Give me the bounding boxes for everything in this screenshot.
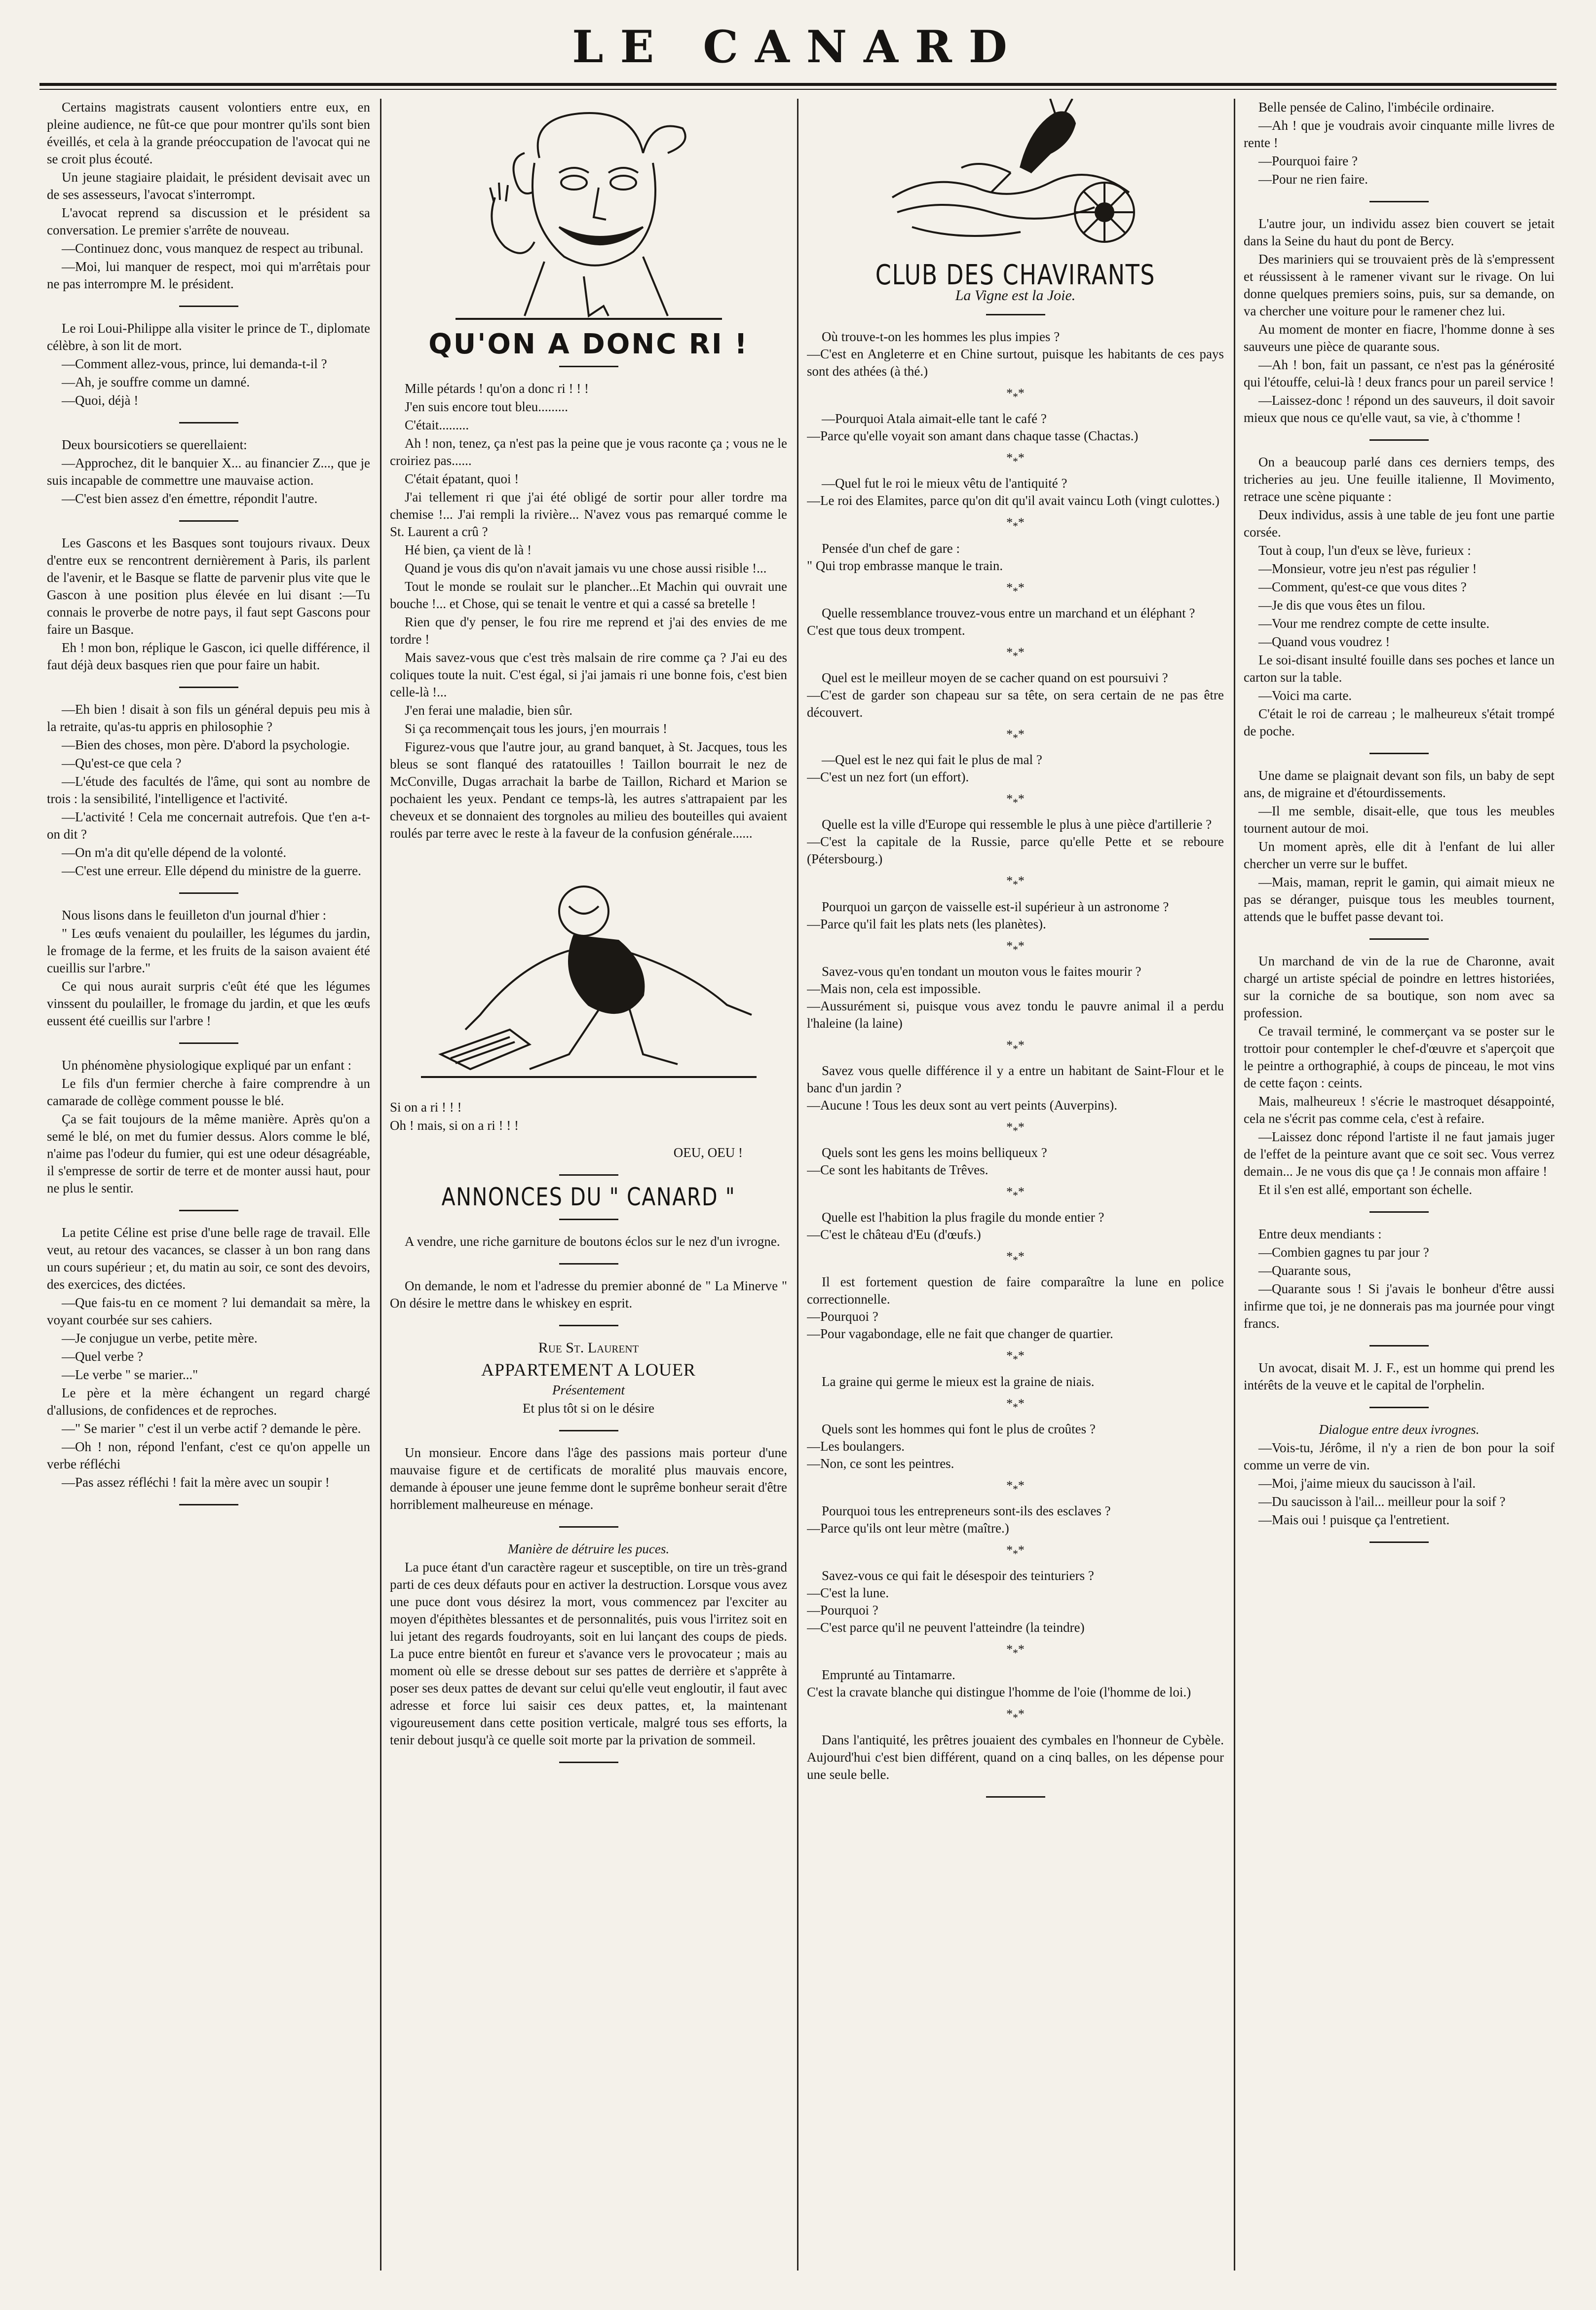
article-tricheries xyxy=(1244,454,1555,740)
paragraph: " Les œufs venaient du poulailler, les légumes du jardin, le fromage de la ferme, et les fruits de la saison avaient été cueillis sur l'arbre." xyxy=(47,926,370,975)
paragraph: Deux individus, assis à une table de jeu font une partie corsée. xyxy=(1244,507,1555,539)
paragraph: Un avocat, disait M. J. F., est un homme qui prend les intérêts de la veuve et le capital de l'orphelin. xyxy=(1244,1360,1555,1392)
paragraph: —" Se marier " c'est il un verbe actif ? demande le père. xyxy=(62,1421,361,1436)
paragraph: —Quarante sous ! Si j'avais le bonheur d'être aussi infirme que toi, je ne donnerais pas ma journée pour vingt francs. xyxy=(1244,1281,1555,1331)
separator xyxy=(1369,753,1429,754)
separator xyxy=(559,1219,618,1220)
masthead-rule-thin xyxy=(39,89,1557,90)
article-louis-philippe xyxy=(47,320,370,409)
paragraph: Deux boursicotiers se querellaient: xyxy=(62,437,247,452)
article-celine xyxy=(47,1224,370,1491)
riddle: Quels sont les hommes qui font le plus de croûtes ? —Les boulangers. —Non, ce sont les peintres. xyxy=(807,1421,1096,1471)
riddle: Il est fortement question de faire comparaître la lune en police correctionnelle. —Pourquoi ? —Pour vagabondage, elle ne fait que changer de quartier. xyxy=(807,1274,1224,1342)
asterism: $*_**$ xyxy=(1006,938,1025,956)
riddle: —Quel est le nez qui fait le plus de mal ? —C'est un nez fort (un effort). xyxy=(807,752,1042,785)
paragraph: J'en ferai une maladie, bien sûr. xyxy=(405,703,572,718)
separator xyxy=(1369,201,1429,202)
paragraph: —L'étude des facultés de l'âme, qui sont au nombre de trois : la sensibilité, l'intelligence et l'activité. xyxy=(47,774,370,806)
separator xyxy=(559,1174,618,1176)
article-magistrats xyxy=(47,99,370,293)
paragraph: Mille pétards ! qu'on a donc ri ! ! ! xyxy=(405,381,589,396)
riddle: Quels sont les gens les moins belliqueux ? —Ce sont les habitants de Trêves. xyxy=(807,1145,1047,1178)
paragraph: Les Gascons et les Basques sont toujours rivaux. Deux d'entre eux se rencontrent dernièrement à Paris, ils parlent de l'avenir, et le Basque se flatte de parvenir plus vite que le Gascon à une position plus élevée en lui disant :—Tu connais le proverbe de notre pays, il faut sept Gascons pour faire un Basque. xyxy=(47,536,370,637)
separator xyxy=(179,1504,238,1505)
asterism: $*_**$ xyxy=(1006,1642,1025,1659)
ads-heading: ANNONCES DU " CANARD " xyxy=(441,1183,736,1211)
paragraph: —Moi, lui manquer de respect, moi qui m'arrêtais pour ne pas interrompre M. le président. xyxy=(47,259,370,291)
asterism: $*_**$ xyxy=(1006,1119,1025,1137)
article-seine xyxy=(1244,215,1555,426)
separator xyxy=(1369,938,1429,940)
paragraph: Ce qui nous aurait surpris c'eût été que les légumes vinssent du poulailler, le fromage du jardin, et que les œufs eussent été cueillis sur l'arbre ! xyxy=(47,979,370,1028)
paragraph: —Comment, qu'est-ce que vous dites ? xyxy=(1258,579,1467,594)
paragraph: —Eh bien ! disait à son fils un général depuis peu mis à la retraite, qu'as-tu appris en philosophie ? xyxy=(47,702,370,734)
article-migraine xyxy=(1244,767,1555,925)
ad-line: Et plus tôt si on le désire xyxy=(523,1401,654,1416)
separator xyxy=(179,687,238,688)
separator xyxy=(986,314,1045,315)
paragraph: —Il me semble, disait-elle, que tous les meubles tournent autour de moi. xyxy=(1244,804,1555,836)
paragraph: —Du saucisson à l'ail... meilleur pour la soif ? xyxy=(1258,1494,1506,1509)
paragraph: Le soi-disant insulté fouille dans ses poches et lance un carton sur la table. xyxy=(1244,653,1555,685)
paragraph: —Combien gagnes tu par jour ? xyxy=(1258,1245,1429,1260)
paragraph: —Quel verbe ? xyxy=(62,1349,143,1364)
separator xyxy=(1369,1407,1429,1408)
paragraph: On a beaucoup parlé dans ces derniers temps, des tricheries au jeu. Une feuille italienne, Il Movimento, retrace une scène piquante : xyxy=(1244,455,1555,504)
masthead xyxy=(0,20,1596,79)
paragraph: —Pas assez réfléchi ! fait la mère avec un soupir ! xyxy=(62,1475,330,1490)
paragraph: Le roi Loui-Philippe alla visiter le prince de T., diplomate célèbre, à son lit de mort. xyxy=(47,321,370,353)
closing-line: Si on a ri ! ! ! xyxy=(390,1100,462,1115)
separator xyxy=(559,1762,618,1763)
article-phenomene xyxy=(47,1057,370,1197)
club-heading: CLUB DES CHAVIRANTS xyxy=(875,259,1156,291)
riddle: Savez-vous qu'en tondant un mouton vous le faites mourir ? —Mais non, cela est impossible. —Aussurément si, puisque vous avez tondu le pauvre animal il a perdu l'haleine (la laine) xyxy=(807,963,1224,1031)
ad-title: APPARTEMENT A LOUER xyxy=(481,1360,696,1380)
paragraph: —Voici ma carte. xyxy=(1258,688,1352,703)
paragraph: J'en suis encore tout bleu......... xyxy=(405,399,569,414)
paragraph: —Bien des choses, mon père. D'abord la psychologie. xyxy=(62,737,350,752)
article-general xyxy=(47,701,370,880)
paragraph: C'était épatant, quoi ! xyxy=(405,471,519,486)
asterism: $*_**$ xyxy=(1006,727,1025,744)
asterism: $*_**$ xyxy=(1006,792,1025,809)
riddle: Où trouve-t-on les hommes les plus impies ? —C'est en Angleterre et en Chine surtout, puisque les habitants de ces pays sont des athées (à thé.) xyxy=(807,329,1224,379)
paragraph: La puce étant d'un caractère rageur et susceptible, on tire un très-grand parti de ces deux défauts pour en activer la destruction. Lorsque vous avez une puce dont vous désirez la mort, vous commencez par l'exciter au moyen d'épithètes blessantes et de personnalités, puis vous l'irritez soit en lui jetant des regards foudroyants, soit en lui lançant des coups de pieds. La puce entre bientôt en fureur et s'avance vers le provocateur ; mais au moment où elle se dresse debout sur ses pattes de derrière et s'apprête à poser ses deux pattes de devant sur celui qu'elle veut engloutir, il faut avec adresse et force lui saisir ces deux pattes, et, la maintenant vigoureusement dans cette position verticale, malgré tous ses efforts, la tenir debout jusqu'à ce quelle soit morte par la privation de sommeil. xyxy=(390,1560,787,1747)
paragraph: —Qu'est-ce que cela ? xyxy=(62,756,182,770)
paragraph: Tout à coup, l'un d'eux se lève, furieux : xyxy=(1258,543,1471,558)
paragraph: Ah ! non, tenez, ça n'est pas la peine que je vous raconte ça ; vous ne le croiriez pas...... xyxy=(390,436,787,468)
article-rire xyxy=(390,380,787,842)
paragraph: —Quand vous voudrez ! xyxy=(1258,634,1390,649)
paragraph: —Quarante sous, xyxy=(1258,1263,1351,1278)
riddle: La graine qui germe le mieux est la graine de niais. xyxy=(822,1374,1095,1389)
column-1 xyxy=(47,99,370,2280)
paragraph: Figurez-vous que l'autre jour, au grand banquet, à St. Jacques, tous les bleus se sont flanqué des ratatouilles ! Taillon bourrait le nez de McConville, Dugas arrachait la barbe de Taillon, Richard et Marion se pochaient les yeux. Pendant ce temps-là, les autres s'attrapaient par les cheveux et se donnaient des torgnoles au milieu des bouteilles qui avaient roulés par terre avec le reste à la faveur de la confusion générale...... xyxy=(390,739,787,841)
paragraph: C'était le roi de carreau ; le malheureux s'était trompé de poche. xyxy=(1244,706,1555,738)
riddle: Savez vous quelle différence il y a entre un habitant de Saint-Flour et le banc d'un jardin ? —Aucune ! Tous les deux sont au vert peints (Auverpins). xyxy=(807,1063,1224,1113)
separator xyxy=(559,1430,618,1431)
asterism: $*_**$ xyxy=(1006,874,1025,891)
paragraph: —Je dis que vous êtes un filou. xyxy=(1258,598,1426,613)
paragraph: Un moment après, elle dit à l'enfant de lui aller chercher un verre sur le buffet. xyxy=(1244,839,1555,871)
paragraph: —L'activité ! Cela me concernait autrefois. Que t'en a-t-on dit ? xyxy=(47,809,370,842)
paragraph: —Monsieur, votre jeu n'est pas régulier ! xyxy=(1258,561,1477,576)
paragraph: Belle pensée de Calino, l'imbécile ordinaire. xyxy=(1258,100,1494,115)
signature: OEU, OEU ! xyxy=(673,1145,743,1160)
closing-line: Oh ! mais, si on a ri ! ! ! xyxy=(390,1118,519,1133)
paragraph: Ce travail terminé, le commerçant va se poster sur le trottoir pour contempler le chef-d'œuvre et s'aperçoit que le peintre a orthographié, à coups de pinceau, le mot vins de cette façon : ceints. xyxy=(1244,1024,1555,1090)
riddle: Quelle ressemblance trouvez-vous entre un marchand et un éléphant ? C'est que tous deux trompent. xyxy=(807,605,1195,638)
ad-street: Rue St. Laurent xyxy=(538,1340,639,1356)
paragraph: C'était......... xyxy=(405,418,469,432)
separator xyxy=(559,1325,618,1326)
separator xyxy=(559,1526,618,1528)
article-calino xyxy=(1244,99,1555,188)
separator xyxy=(179,1042,238,1044)
paragraph: —Ah, je souffre comme un damné. xyxy=(62,375,250,389)
article-feuilleton xyxy=(47,907,370,1030)
riddle: Quelle est l'habition la plus fragile du monde entier ? —C'est le château d'Eu (d'œufs.) xyxy=(807,1210,1104,1242)
paragraph: L'autre jour, un individu assez bien couvert se jetait dans la Seine du haut du pont de Bercy. xyxy=(1244,216,1555,248)
paragraph: Et il s'en est allé, emportant son échelle. xyxy=(1258,1182,1472,1197)
article-boursicotiers xyxy=(47,436,370,507)
paragraph: Un jeune stagiaire plaidait, le président devisait avec un de ses assesseurs, l'avocat s'interrompt. xyxy=(47,170,370,202)
asterism: $*_**$ xyxy=(1006,1348,1025,1366)
ad-sub: Présentement xyxy=(552,1383,625,1397)
riddles-list xyxy=(807,328,1224,1783)
laughing-man-illustration xyxy=(436,99,742,326)
column-rule-3 xyxy=(1234,99,1235,2271)
paragraph: —Oh ! non, répond l'enfant, c'est ce qu'on appelle un verbe réfléchi xyxy=(47,1439,370,1471)
separator xyxy=(179,422,238,424)
paragraph: Mais savez-vous que c'est très malsain de rire comme ça ? J'ai eu des coliques toute la nuit. C'est égal, si j'ai jamais ri une bonne fois, c'est bien celle-là !... xyxy=(390,650,787,699)
riddle: —Pourquoi Atala aimait-elle tant le café ? —Parce qu'elle voyait son amant dans chaque tasse (Chactas.) xyxy=(807,411,1139,444)
asterism: $*_**$ xyxy=(1006,1543,1025,1560)
riddle: Dans l'antiquité, les prêtres jouaient des cymbales en l'honneur de Cybèle. Aujourd'hui c'est bien différent, quand on a cinq balles, on les dépense pour une seule belle. xyxy=(807,1732,1224,1782)
paragraph: —Ah ! bon, fait un passant, ce n'est pas la générosité qui l'étouffe, celui-là ! deux francs pour un pareil service ! xyxy=(1244,357,1555,389)
paragraph: L'avocat reprend sa discussion et le président sa conversation. Le premier s'arrête de nouveau. xyxy=(47,205,370,237)
riddle: Pourquoi un garçon de vaisselle est-il supérieur à un astronome ? —Parce qu'il fait les plats nets (les planètes). xyxy=(807,899,1169,931)
paragraph: Quand je vous dis qu'on n'avait jamais vu une chose aussi risible !... xyxy=(405,561,767,576)
asterism: $*_**$ xyxy=(1006,580,1025,597)
paragraph: —Pour ne rien faire. xyxy=(1258,172,1368,187)
asterism: $*_**$ xyxy=(1006,451,1025,468)
separator xyxy=(179,1210,238,1211)
separator xyxy=(1369,1211,1429,1213)
fleas-title: Manière de détruire les puces. xyxy=(507,1541,670,1556)
asterism: $*_**$ xyxy=(1006,515,1025,533)
paragraph: —On m'a dit qu'elle dépend de la volonté. xyxy=(62,845,287,860)
paragraph: J'ai tellement ri que j'ai été obligé de sortir pour aller tordre ma chemise !... J'ai rempli la rivière... N'avez vous pas remarqué comme le St. Laurent a crû ? xyxy=(390,490,787,539)
paragraph: —Ah ! que je voudrais avoir cinquante mille livres de rente ! xyxy=(1244,118,1555,150)
riddle: Pensée d'un chef de gare : " Qui trop embrasse manque le train. xyxy=(807,540,1003,573)
riddle: Emprunté au Tintamarre. C'est la cravate blanche qui distingue l'homme de l'oie (l'homme de loi.) xyxy=(807,1667,1191,1700)
column-rule-1 xyxy=(380,99,381,2271)
paragraph: —Quoi, déjà ! xyxy=(62,393,139,408)
asterism: $*_**$ xyxy=(1006,386,1025,403)
paragraph: Une dame se plaignait devant son fils, un baby de sept ans, de migraine et d'étourdissements. xyxy=(1244,768,1555,800)
paragraph: —Moi, j'aime mieux du saucisson à l'ail. xyxy=(1258,1476,1476,1491)
paragraph: —Comment allez-vous, prince, lui demanda-t-il ? xyxy=(62,356,327,371)
paragraph: —Le verbe " se marier..." xyxy=(62,1367,198,1382)
separator xyxy=(986,1796,1045,1798)
separator xyxy=(1369,1345,1429,1347)
article-marchand-vin xyxy=(1244,953,1555,1198)
separator xyxy=(559,366,618,367)
article-ivrognes xyxy=(1244,1439,1555,1529)
ad: Un monsieur. Encore dans l'âge des passions mais porteur d'une mauvaise figure et de certificats de moralité plus mauvais encore, demande à épouser une jeune femme dont le suprême bonheur serait d'être horriblement malheureuse en ménage. xyxy=(390,1445,787,1512)
separator xyxy=(179,892,238,894)
masthead-rule xyxy=(39,83,1557,86)
rolling-laughing-figure-illustration xyxy=(411,867,766,1084)
riddle: Pourquoi tous les entrepreneurs sont-ils des esclaves ? —Parce qu'ils ont leur mètre (maître.) xyxy=(807,1503,1111,1536)
paragraph: Des mariniers qui se trouvaient près de là s'empressent et réussissent à le ramener vivant sur le rivage. On lui donne quelques premiers soins, puis, sur sa demande, on va chercher une voiture pour le ramener chez lui. xyxy=(1244,252,1555,318)
paragraph: Rien que d'y penser, le fou rire me reprend et j'ai des envies de me tordre ! xyxy=(390,615,787,647)
ad: A vendre, une riche garniture de boutons éclos sur le nez d'un ivrogne. xyxy=(405,1234,780,1249)
riddle: Quelle est la ville d'Europe qui ressemble le plus à une pièce d'artillerie ? —C'est la capitale de la Russie, parce qu'elle Pette et se reboure (Pétersbourg.) xyxy=(807,817,1224,867)
paragraph: Mais, malheureux ! s'écrie le mastroquet désappointé, cela ne s'écrit pas comme cela, c'est à refaire. xyxy=(1244,1094,1555,1126)
article-gascons xyxy=(47,535,370,674)
paragraph: —Continuez donc, vous manquez de respect au tribunal. xyxy=(62,241,364,256)
paragraph: Entre deux mendiants : xyxy=(1258,1227,1382,1241)
paragraph: —Que fais-tu en ce moment ? lui demandait sa mère, la voyant courbée sur ses cahiers. xyxy=(47,1295,370,1327)
paragraph: —Je conjugue un verbe, petite mère. xyxy=(62,1331,258,1346)
paragraph: —Laissez-donc ! répond un des sauveurs, il doit savoir mieux que nous ce qu'elle vaut, sa vie, à c'thomme ! xyxy=(1244,393,1555,425)
asterism: $*_**$ xyxy=(1006,1249,1025,1267)
paragraph: Tout le monde se roulait sur le plancher...Et Machin qui ouvrait une bouche !... et Chose, qui se tenait le ventre et qui a cassé sa bretelle ! xyxy=(390,579,787,611)
asterism: $*_**$ xyxy=(1006,1478,1025,1495)
column-2 xyxy=(390,99,787,2280)
asterism: $*_**$ xyxy=(1006,1185,1025,1202)
paragraph: —C'est bien assez d'en émettre, répondit l'autre. xyxy=(62,491,318,506)
riddle: Quel est le meilleur moyen de se cacher quand on est poursuivi ? —C'est de garder son chapeau sur sa tête, on sera certain de ne pas être découvert. xyxy=(807,670,1224,720)
paragraph: —Laissez donc répond l'artiste il ne faut jamais juger de l'effet de la peinture avant que ce soit sec. Vous verrez demain... Je ne vous dis que ça ! Je connais mon affaire ! xyxy=(1244,1129,1555,1179)
bicycle-devil-illustration xyxy=(863,99,1169,262)
paragraph: —Vois-tu, Jérôme, il n'y a rien de bon pour la soif comme un verre de vin. xyxy=(1244,1440,1555,1472)
column-3 xyxy=(807,99,1224,2280)
paragraph: Un phénomène physiologique expliqué par un enfant : xyxy=(62,1058,352,1073)
paragraph: —Approchez, dit le banquier X... au financier Z..., que je suis incapable de commettre une mauvaise action. xyxy=(47,456,370,488)
separator xyxy=(1369,439,1429,441)
paragraph: Eh ! mon bon, réplique le Gascon, ici quelle différence, il faut déjà deux basques rien que pour faire un habit. xyxy=(47,640,370,672)
separator xyxy=(559,1263,618,1265)
ad: On demande, le nom et l'adresse du premier abonné de " La Minerve " On désire le mettre dans le whiskey en esprit. xyxy=(390,1278,787,1310)
paragraph: Nous lisons dans le feuilleton d'un journal d'hier : xyxy=(62,908,327,923)
paragraph: Si ça recommençait tous les jours, j'en mourrais ! xyxy=(405,721,667,736)
paragraph: Un marchand de vin de la rue de Charonne, avait chargé un artiste spécial de poindre en lettres historiées, sur la corniche de sa boutique, son nom avec sa profession. xyxy=(1244,954,1555,1020)
paragraph: —Mais, maman, reprit le gamin, qui aimait mieux ne pas se déranger, puisque tous les meubles tournent, attends que le buffet passe devant toi. xyxy=(1244,875,1555,924)
paragraph: Le père et la mère échangent un regard chargé d'allusions, de confidences et de reproches. xyxy=(47,1386,370,1418)
club-subtitle: La Vigne est la Joie. xyxy=(955,287,1076,304)
paragraph: La petite Céline est prise d'une belle rage de travail. Elle veut, au retour des vacances, se classer à un bon rang dans un cours supérieur ; et, du matin au soir, ce sont des devoirs, des exercices, des dictées. xyxy=(47,1225,370,1292)
paragraph: Hé bien, ça vient de là ! xyxy=(405,542,532,557)
paragraph: —C'est une erreur. Elle dépend du ministre de la guerre. xyxy=(62,863,361,878)
riddle: —Quel fut le roi le mieux vêtu de l'antiquité ? —Le roi des Elamites, parce qu'on dit qu'il avait vaincu Loth (vingt culottes.) xyxy=(807,476,1220,508)
asterism: $*_**$ xyxy=(1006,645,1025,662)
paragraph: Au moment de monter en fiacre, l'homme donne à ses sauveurs une pièce de quarante sous. xyxy=(1244,322,1555,354)
column-4 xyxy=(1244,99,1555,2280)
paragraph: —Pourquoi faire ? xyxy=(1258,154,1358,168)
masthead-title: LE CANARD xyxy=(572,21,1024,73)
paragraph: Certains magistrats causent volontiers entre eux, en pleine audience, ne fût-ce que pour montrer qu'ils sont bien éveillés, et cela à la grande préoccupation de l'avocat qui ne se croit plus écouté. xyxy=(47,100,370,166)
separator xyxy=(179,306,238,307)
paragraph: Ça se fait toujours de la même manière. Après qu'on a semé le blé, on met du fumier dessus. Alors comme le blé, n'aime pas l'odeur du fumier, qui est une odeur désagréable, il s'empresse de sortir de terre et de monter aussi haut, pour ne plus le sentir. xyxy=(47,1112,370,1195)
separator xyxy=(179,520,238,522)
laugh-heading: QU'ON A DONC RI ! xyxy=(428,328,749,360)
asterism: $*_**$ xyxy=(1006,1707,1025,1724)
dialogue-title: Dialogue entre deux ivrognes. xyxy=(1319,1422,1480,1437)
paragraph: —Vour me rendrez compte de cette insulte. xyxy=(1258,616,1490,631)
column-rule-2 xyxy=(797,99,798,2271)
asterism: $*_**$ xyxy=(1006,1396,1025,1413)
paragraph: —Mais oui ! puisque ça l'entretient. xyxy=(1258,1512,1450,1527)
paragraph: Le fils d'un fermier cherche à faire comprendre à un camarade de collège comment pousse le blé. xyxy=(47,1076,370,1108)
article-avocat xyxy=(1244,1359,1555,1394)
riddle: Savez-vous ce qui fait le désespoir des teinturiers ? —C'est la lune. —Pourquoi ? —C'est parce qu'il ne peuvent l'atteindre (la teindre) xyxy=(807,1568,1094,1635)
article-mendiants xyxy=(1244,1226,1555,1332)
asterism: $*_**$ xyxy=(1006,1038,1025,1055)
separator xyxy=(1369,1541,1429,1543)
